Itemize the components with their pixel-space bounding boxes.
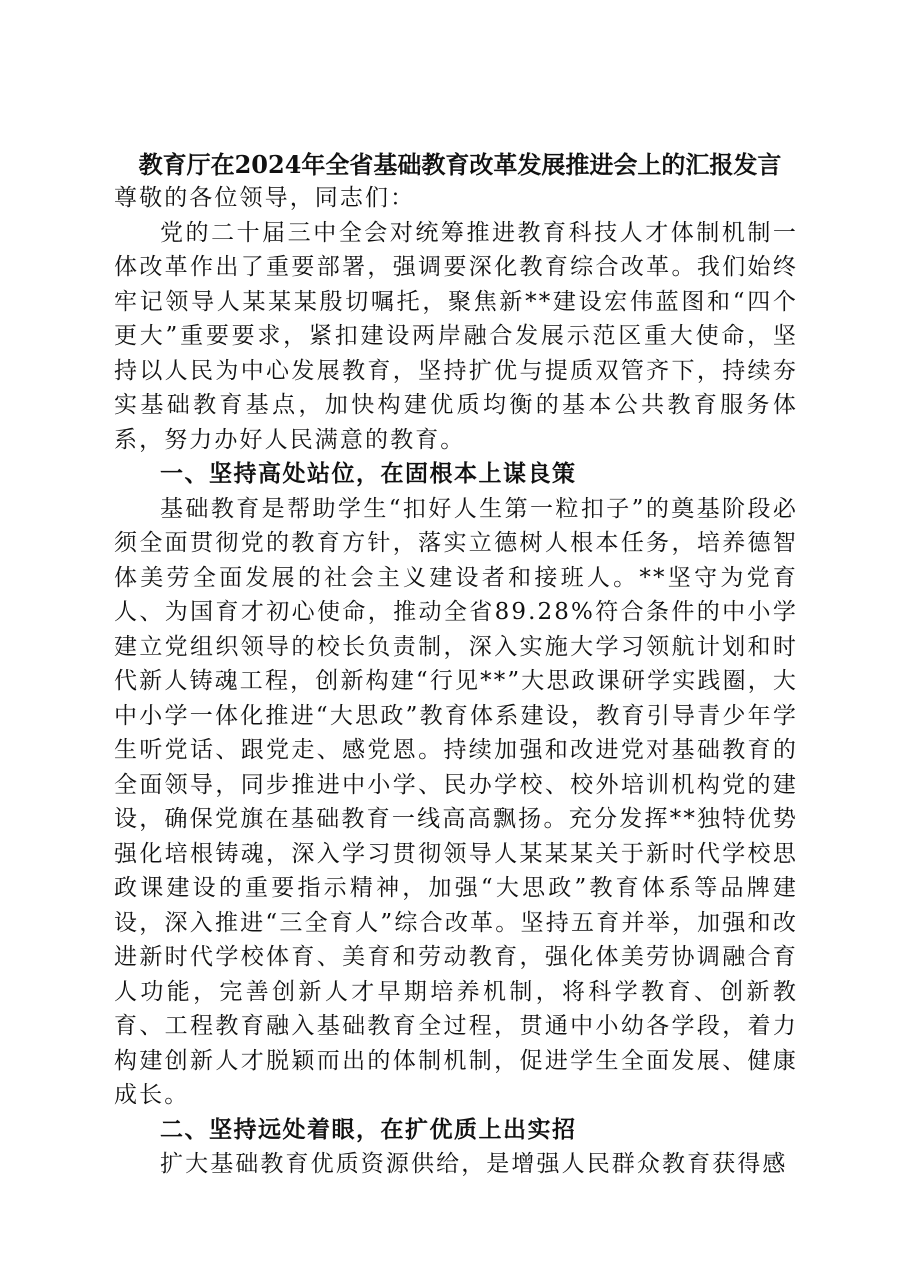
section-2-paragraph: 扩大基础教育优质资源供给，是增强人民群众教育获得感: [160, 1151, 788, 1177]
document-body: [114, 181, 798, 1182]
section-1-paragraph: 基础教育是帮助学生“扣好人生第一粒扣子”的奠基阶段必须全面贯彻党的教育方针，落实立德树人根本任务，培养德智体美劳全面发展的社会主义建设者和接班人。**坚守为党育人、为国育才初心使命，推动全省89.28%符合条件的中小学建立党组织领导的校长负责制，深入实施大学习领航计划和时代新人铸魂工程，创新构建“行见**”大思政课研学实践圈，大中小学一体化推进“大思政”教育体系建设，教育引导青少年学生听党话、跟党走、感党恩。持续加强和改进党对基础教育的全面领导，同步推进中小学、民办学校、校外培训机构党的建设，确保党旗在基础教育一线高高飘扬。充分发挥**独特优势强化培根铸魂，深入学习贯彻领导人某某某关于新时代学校思政课建设的重要指示精神，加强“大思政”教育体系等品牌建设，深入推进“三全育人”综合改革。坚持五育并举，加强和改进新时代学校体育、美育和劳动教育，强化体美劳协调融合育人功能，完善创新人才早期培养机制，将科学教育、创新教育、工程教育融入基础教育全过程，贯通中小幼各学段，着力构建创新人才脱颖而出的体制机制，促进学生全面发展、健康成长。: [114, 495, 798, 1108]
section-1-heading: 一、坚持高处站位，在固根本上谋良策: [160, 461, 577, 487]
intro-paragraph: 党的二十届三中全会对统筹推进教育科技人才体制机制一体改革作出了重要部署，强调要深化教育综合改革。我们始终牢记领导人某某某殷切嘱托，聚焦新**建设宏伟蓝图和“四个更大”重要要求，紧扣建设两岸融合发展示范区重大使命，坚持以人民为中心发展教育，坚持扩优与提质双管齐下，持续夯实基础教育基点，加快构建优质均衡的基本公共教育服务体系，努力办好人民满意的教育。: [114, 219, 798, 453]
document-title: 教育厅在2024年全省基础教育改革发展推进会上的汇报发言: [138, 150, 782, 179]
salutation: 尊敬的各位领导，同志们：: [114, 185, 416, 211]
section-2-heading: 二、坚持远处着眼，在扩优质上出实招: [160, 1116, 577, 1143]
